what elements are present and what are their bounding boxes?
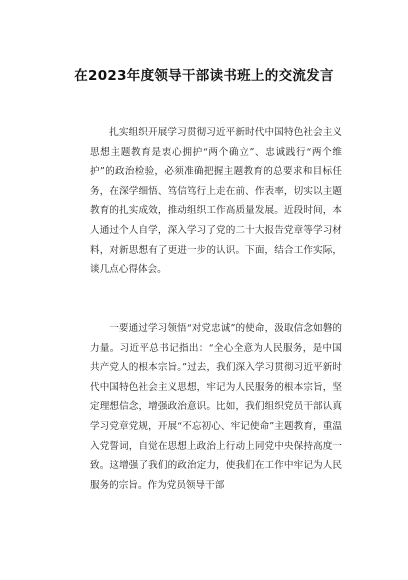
document-title: 在2023年度领导干部读书班上的交流发言	[74, 68, 334, 84]
paragraph-intro: 扎实组织开展学习贯彻习近平新时代中国特色社会主义思想主题教育是衷心拥护“两个确立”、忠诚践行“两个维护”的政治检验，必须准确把握主题教育的总要求和目标任务，在深学细悟、笃信笃行上走在前、作表率，切实以主题教育的扎实成效，推动组织工作高质量发展。近段时间，本人通过个人自学，深入学习了党的二十大报告党章等学习材料，对新思想有了更进一步的认识。下面，结合工作实际，谈几点心得体会。	[90, 127, 342, 276]
paragraph-point-one: 一要通过学习领悟“对党忠诚”的使命，汲取信念如磐的力量。习近平总书记指出：“全心全意为人民服务，是中国共产党人的根本宗旨。”过去，我们深入学习贯彻习近平新时代中国特色社会主义思想，牢记为人民服务的根本宗旨，坚定理想信念，增强政治意识。比如，我们组织党员干部认真学习党章党规，开展“不忘初心、牢记使命”主题教育，重温入党誓词，自觉在思想上政治上行动上同党中央保持高度一致。这增强了我们的政治定力，使我们在工作中牢记为人民服务的宗旨。作为党员领导干部	[90, 323, 342, 491]
